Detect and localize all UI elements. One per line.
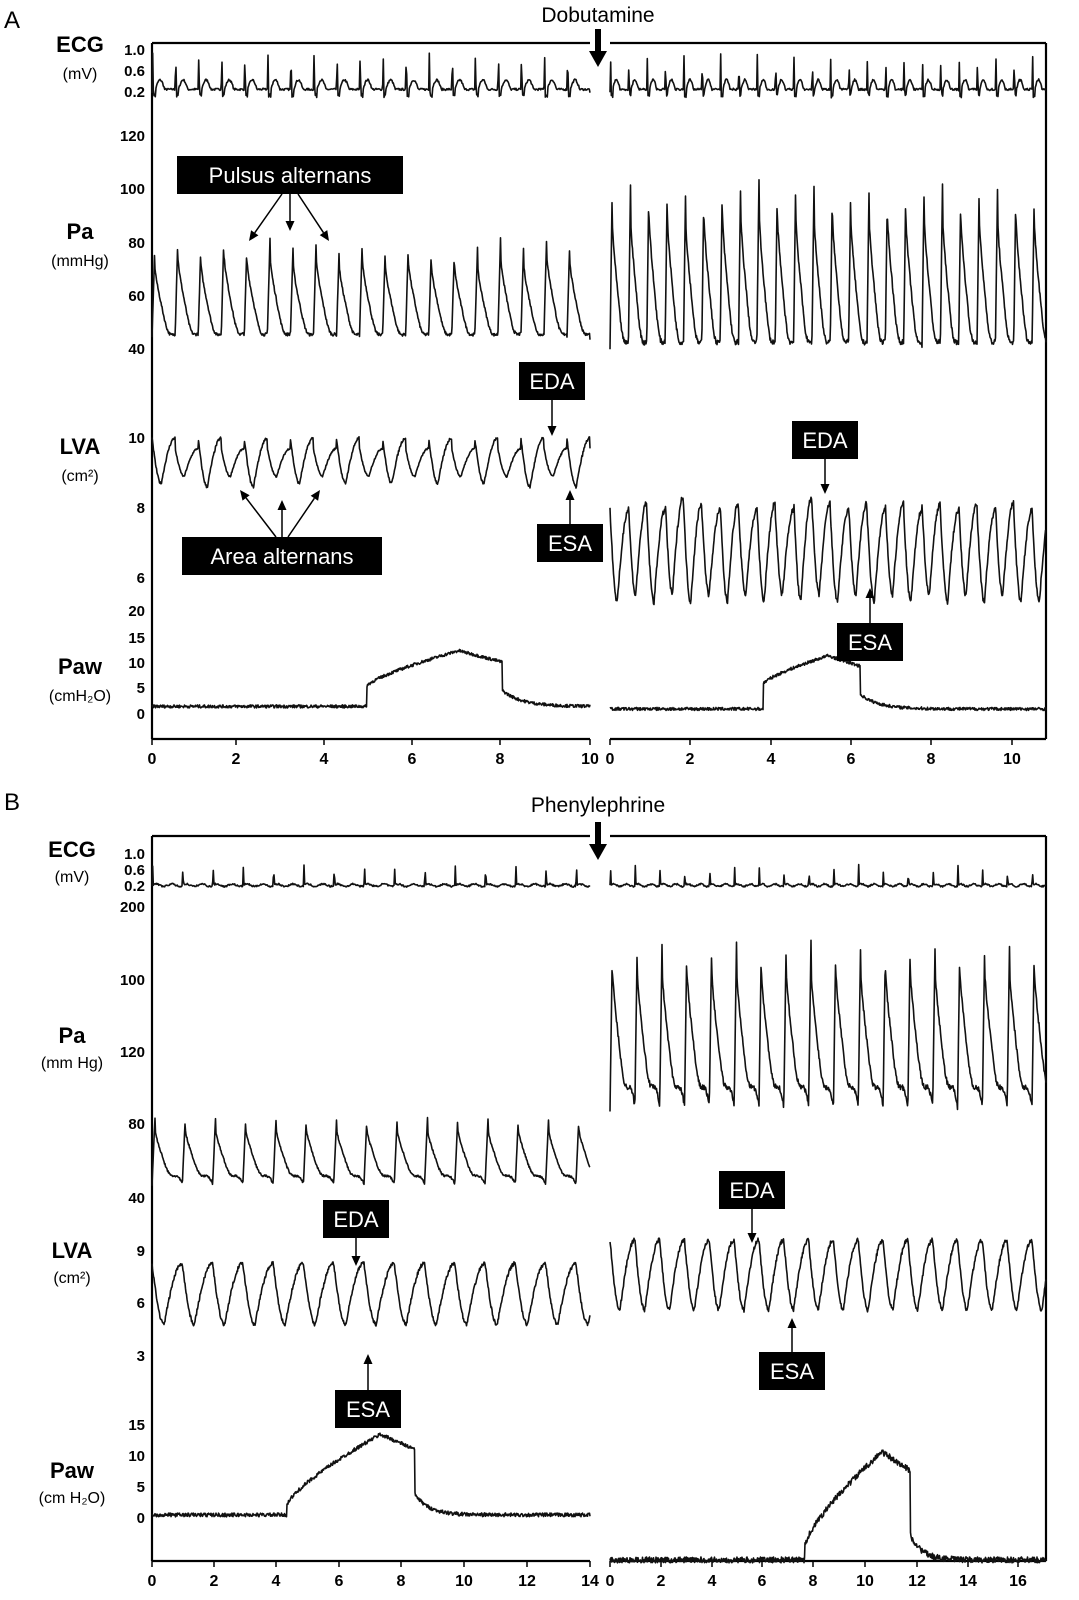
x-tick-label: 6 [757,1573,767,1590]
y-tick-label: 10 [128,1448,145,1465]
signal-unit-pa: (mm Hg) [40,1055,104,1072]
x-tick-label: 10 [1003,751,1021,768]
x-tick-label: 8 [808,1573,818,1590]
y-tick-label: 5 [136,1479,145,1496]
x-tick-label: 2 [231,751,241,768]
annotation-esa-text: ESA [847,630,893,655]
x-tick-label: 8 [495,751,505,768]
panel-letter: B [4,789,21,816]
y-tick-label: 1.0 [124,42,145,59]
x-tick-label: 10 [455,1573,473,1590]
annotation-pulsus-alternans [177,156,403,194]
y-tick-label: 120 [119,1044,145,1061]
x-tick-label: 14 [581,1573,599,1590]
signal-name-pa: Pa [58,1023,86,1048]
plot-frame [610,836,1046,1561]
x-tick-label: 4 [707,1573,717,1590]
y-tick-label: 80 [128,1116,145,1133]
x-tick-label: 6 [407,751,417,768]
signal-name-paw: Paw [57,654,103,679]
signal-name-pa: Pa [66,219,94,244]
annotation-eda-text: EDA [729,1178,775,1203]
y-tick-label: 0.6 [124,862,145,879]
x-tick-label: 0 [605,751,615,768]
lva-trace [152,1262,590,1326]
ecg-trace [152,53,590,97]
signal-unit-lva: (cm²) [61,468,99,485]
y-tick-label: 10 [128,430,145,447]
paw-trace [152,650,590,708]
annotation-area-alternans-text: Area alternans [210,544,354,569]
y-tick-label: 60 [128,288,145,305]
plot-frame [610,43,1046,739]
y-tick-label: 5 [136,680,145,697]
y-tick-label: 0 [136,706,145,723]
intervention-arrow-icon [589,29,607,67]
x-tick-label: 0 [605,1573,615,1590]
signal-name-ecg: ECG [48,837,96,862]
annotation-eda-text: EDA [333,1207,379,1232]
annotation-eda [792,421,858,459]
x-tick-label: 16 [1009,1573,1027,1590]
annotation-eda [323,1200,389,1238]
y-tick-label: 8 [136,500,145,517]
y-tick-label: 9 [136,1243,145,1260]
intervention-arrow-icon [589,822,607,860]
y-tick-label: 1.0 [124,846,145,863]
y-tick-label: 15 [128,630,145,647]
annotation-esa-text: ESA [547,531,593,556]
signal-unit-ecg: (mV) [62,66,98,83]
annotation-arrow [821,459,830,494]
lva-trace [152,437,590,488]
y-tick-label: 100 [119,181,145,198]
y-tick-label: 3 [136,1348,145,1365]
y-tick-label: 15 [128,1417,145,1434]
ecg-trace [152,865,590,887]
x-tick-label: 2 [209,1573,219,1590]
y-tick-label: 0.6 [124,63,145,80]
panel-letter: A [4,7,21,34]
annotation-arrow [278,500,287,537]
signal-unit-paw: (cm H₂O) [38,1490,106,1507]
x-tick-label: 2 [656,1573,666,1590]
signal-name-paw: Paw [49,1458,95,1483]
annotation-esa [335,1390,401,1428]
x-tick-label: 4 [319,751,329,768]
annotation-arrow [364,1354,373,1390]
y-tick-label: 6 [136,570,145,587]
signal-unit-ecg: (mV) [54,869,90,886]
signal-unit-lva: (cm²) [53,1270,91,1287]
y-tick-label: 10 [128,655,145,672]
annotation-arrow [286,194,295,231]
annotation-arrow [788,1318,797,1352]
annotation-arrow [548,400,557,436]
x-tick-label: 12 [908,1573,926,1590]
paw-trace [610,1450,1046,1563]
x-tick-label: 8 [926,751,936,768]
annotation-esa [837,623,903,661]
intervention-label: Dobutamine [541,4,655,27]
annotation-arrow [352,1238,361,1266]
segment-before [148,43,599,768]
annotation-eda-text: EDA [802,428,848,453]
paw-trace [610,655,1046,711]
signal-name-ecg: ECG [56,32,104,57]
y-tick-label: 100 [119,972,145,989]
annotation-area-alternans [182,537,382,575]
pa-trace [152,238,590,340]
y-tick-label: 40 [128,341,145,358]
signal-name-lva: LVA [59,434,101,459]
x-tick-label: 0 [147,1573,157,1590]
segment-after [606,43,1046,768]
annotation-eda [719,1171,785,1209]
signal-name-lva: LVA [51,1238,93,1263]
y-tick-label: 20 [128,603,145,620]
x-tick-label: 10 [856,1573,874,1590]
annotation-arrow [240,490,276,537]
ecg-trace [610,865,1046,888]
x-tick-label: 8 [396,1573,406,1590]
x-tick-label: 10 [581,751,599,768]
annotation-arrow [298,194,329,241]
y-tick-label: 0.2 [124,878,145,895]
segment-after [606,836,1046,1590]
annotation-esa-text: ESA [345,1397,391,1422]
annotation-esa [759,1352,825,1390]
pa-trace [152,1118,590,1186]
x-tick-label: 4 [271,1573,281,1590]
lva-trace [610,497,1046,604]
ecg-trace [610,54,1046,98]
x-tick-label: 0 [147,751,157,768]
x-tick-label: 12 [518,1573,536,1590]
x-tick-label: 4 [766,751,776,768]
intervention-label: Phenylephrine [530,794,666,817]
pa-trace [610,940,1046,1111]
x-tick-label: 2 [685,751,695,768]
x-tick-label: 6 [846,751,856,768]
y-tick-label: 200 [119,899,145,916]
y-tick-label: 6 [136,1295,145,1312]
x-tick-label: 6 [334,1573,344,1590]
y-tick-label: 40 [128,1190,145,1207]
annotation-pulsus-alternans-text: Pulsus alternans [208,163,372,188]
annotation-arrow [288,490,320,537]
annotation-esa [537,524,603,562]
y-tick-label: 0.2 [124,84,145,101]
plot-frame [152,836,590,1561]
annotation-arrow [249,194,282,241]
paw-trace [152,1433,590,1517]
y-tick-label: 120 [119,128,145,145]
annotation-esa-text: ESA [769,1359,815,1384]
annotation-eda-text: EDA [529,369,575,394]
annotation-arrow [748,1209,757,1243]
signal-unit-paw: (cmH₂O) [48,688,112,705]
pa-trace [610,180,1046,349]
annotation-arrow [566,490,575,524]
signal-unit-pa: (mmHg) [51,253,109,270]
x-tick-label: 14 [959,1573,977,1590]
y-tick-label: 80 [128,235,145,252]
lva-trace [610,1238,1046,1312]
annotation-arrow [866,588,875,623]
y-tick-label: 0 [136,1510,145,1527]
panel-b [4,789,1046,1590]
annotation-eda [519,362,585,400]
